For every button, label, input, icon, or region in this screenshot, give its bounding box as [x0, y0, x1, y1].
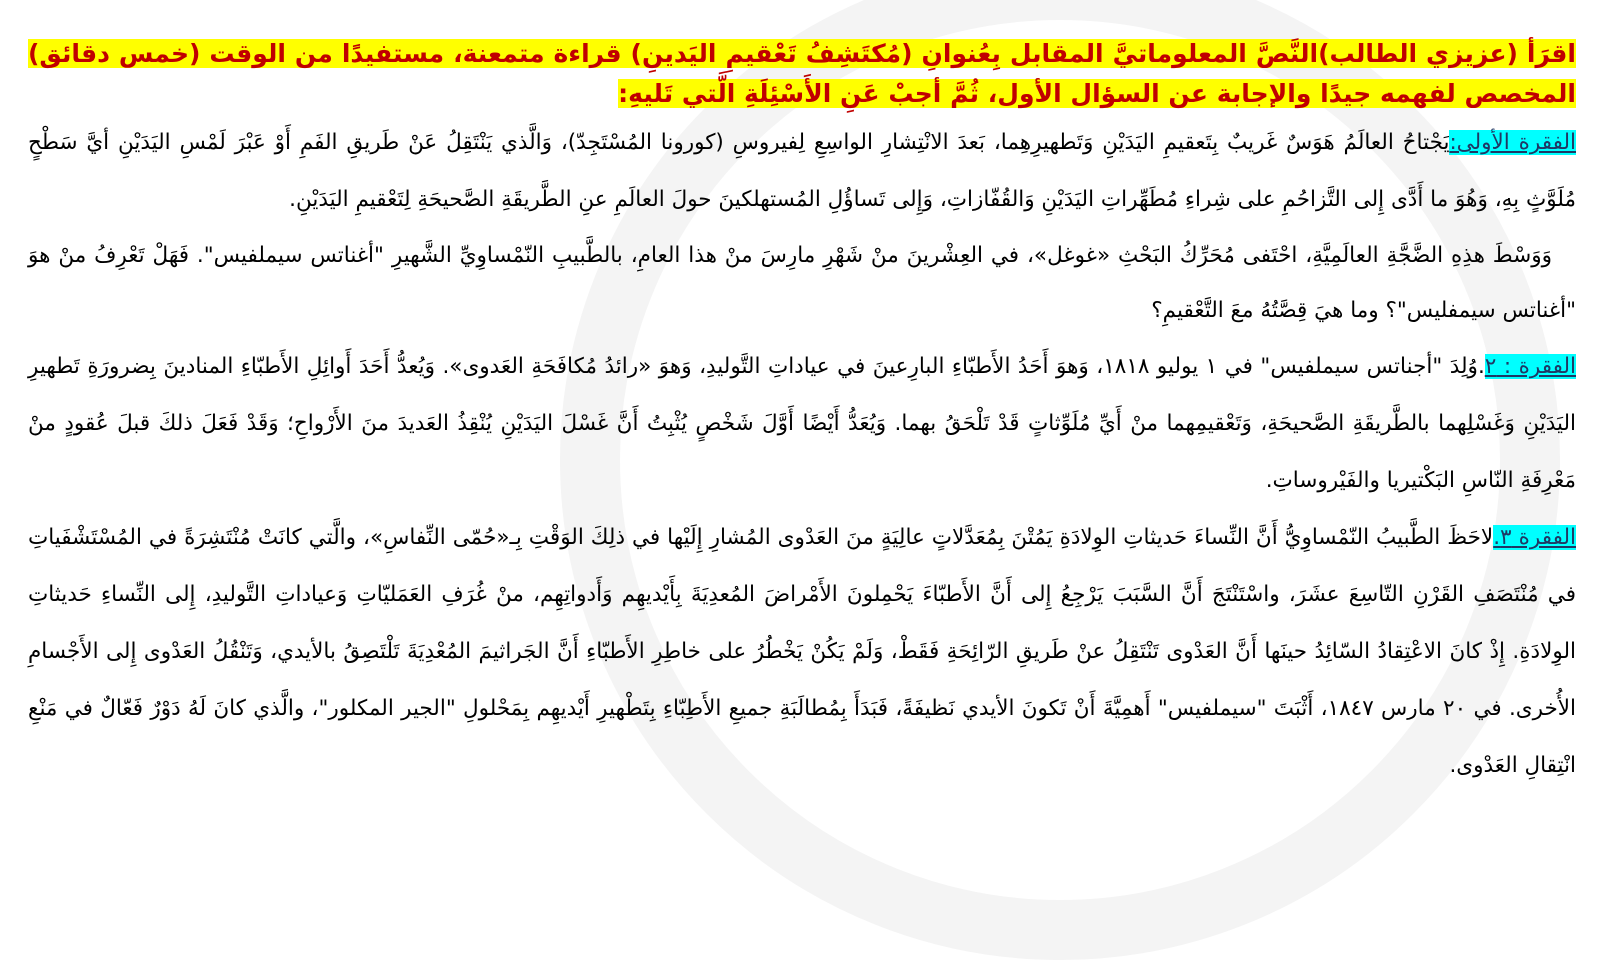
- paragraph-1b: [28, 228, 1576, 338]
- paragraph-1-text: يَجْتاحُ العالَمُ هَوَسٌ غَريبٌ بِتَعقيمِ اليَدَيْنِ وَتَطهيرِهِما، بَعدَ الانْتِشارِ الواسِعِ لِفيروسِ (كورونا المُسْتَجِدّ)، وَالَّذي يَنْتَقِلُ عَنْ طَريقِ الفَمِ أَوْ عَبْرَ لَمْسِ اليَدَيْنِ أيَّ سَطْحٍ مُلَوَّثٍ بِهِ، وَهُوَ ما أَدَّى إِلى التَّزاحُمِ على شِراءِ مُطَهِّراتِ اليَدَيْنِ وَالقُفّازاتِ، وَإِلى تَساؤُلِ المُستهلكينَ حولَ العالَمِ عنِ الطَّريقَةِ الصَّحيحَةِ لِتَعْقيمِ اليَدَيْنِ.: [28, 130, 1576, 212]
- paragraph-1b-text: وَوَسْطَ هذِهِ الضَّجَّةِ العالَمِيَّةِ، احْتَفى مُحَرِّكُ البَحْثِ «غوغل»، في العِشْرينَ منْ شَهْرِ مارِسَ منْ هذا العامِ، بالطَّبيبِ النّمْساوِيِّ الشَّهيرِ "أغناتس سيملفيس". فَهَلْ تَعْرِفُ منْ هوَ "أغناتس سيمفليس"؟ وما هيَ قِصَّتُهُ معَ التَّعْقيمِ؟: [28, 243, 1576, 323]
- paragraph-2-text: .وُلِدَ "أجناتس سيملفيس" في ١ يوليو ١٨١٨، وَهوَ أَحَدُ الأَطبّاءِ البارِعينَ في عياداتِ التَّوليدِ، وَهوَ «رائدُ مُكافَحَةِ العَدوى». وَيُعدُّ أَحَدَ أَوائِلِ الأَطبّاءِ المنادينَ بِضرورَةِ تَطهيرِ اليَدَيْنِ وَغَسْلِهما بالطَّريقَةِ الصَّحيحَةِ، وَتَعْقيمِهما منْ أَيِّ مُلَوِّثاتٍ قَدْ تَلْحَقُ بهما. وَيُعَدُّ أَيْضًا أَوَّلَ شَخْصٍ يُثْبِتُ أَنَّ غَسْلَ اليَدَيْنِ يُنْقِذُ العَديدَ منَ الأَرْواحِ؛ وَقَدْ فَعَلَ ذلكَ قبلَ عُقودٍ منْ مَعْرِفَةِ النّاسِ البَكْتيريا والفَيْروساتِ.: [28, 354, 1576, 493]
- paragraph-3-label: الفقرة ٣.: [1493, 525, 1576, 550]
- paragraph-3-text: لاحَظَ الطَّبيبُ النّمْساوِيُّ أَنَّ النِّساءَ حَديثاتِ الوِلادَةِ يَمُتْنَ بِمُعَدَّلاتٍ عالِيَةٍ منَ العَدْوى المُشارِ إِلَيْها في ذلِكَ الوَقْتِ بِـ«حُمّى النِّفاسِ»، والَّتي كانَتْ مُنْتَشِرَةً في المُسْتَشْفَياتِ في مُنْتَصَفِ القَرْنِ التّاسِعَ عشَرَ، واسْتَنْتَجَ أَنَّ السَّبَبَ يَرْجِعُ إِلى أَنَّ الأَطبّاءَ يَحْمِلونَ الأَمْراضَ المُعدِيَةَ بِأَيْديهِم وَأَدواتِهِم، منْ غُرَفِ العَمَليّاتِ وَعياداتِ التَّوليدِ، إِلى النِّساءِ حَديثاتِ الوِلادَةِ. إِذْ كانَ الاعْتِقادُ السّائِدُ حينَها أَنَّ العَدْوى تَنْتَقِلُ عنْ طَريقِ الرّائِحَةِ فَقَطْ، وَلَمْ يَكُنْ يَخْطُرُ على خاطِرِ الأَطبّاءِ أَنَّ الجَراثيمَ المُعْدِيَةَ تَلْتَصِقُ بالأيدي، وَتَنْقُلُ العَدْوى إِلى الأَجْسامِ الأُخرى. في ٢٠ مارس ١٨٤٧، أَثْبَتَ "سيملفيس" أَهمِيَّةَ أَنْ تَكونَ الأيدي نَظيفَةً، فَبَدَأَ بِمُطالَبَةِ جميعِ الأَطِبّاءِ بِتَطْهيرِ أَيْديهِم بِمَحْلولِ "الجير المكلور"، والَّذي كانَ لَهُ دَوْرٌ فَعّالٌ في مَنْعِ انْتِقالِ العَدْوى.: [28, 525, 1576, 778]
- instructions-heading: [28, 34, 1576, 114]
- paragraph-3: [28, 509, 1576, 794]
- instructions-text: اقرَأ (عزيزي الطالب)النَّصَّ المعلوماتيَّ المقابل بِعُنوانِ (مُكتَشِفُ تَعْقيمِ اليَدينِ) قراءة متمعنة، مستفيدًا من الوقت (خمس دقائق) المخصص لفهمه جيدًا والإجابة عن السؤال الأول، ثُمَّ أجبْ عَنِ الأَسْئِلَةِ الَّتي تَليهِ:: [28, 39, 1576, 108]
- paragraph-1-label: الفقرة الأولى:: [1449, 130, 1576, 155]
- paragraph-1: [28, 114, 1576, 228]
- paragraph-2: [28, 338, 1576, 509]
- paragraph-2-label: الفقرة : ٢: [1484, 354, 1576, 379]
- reading-document: [28, 34, 1576, 794]
